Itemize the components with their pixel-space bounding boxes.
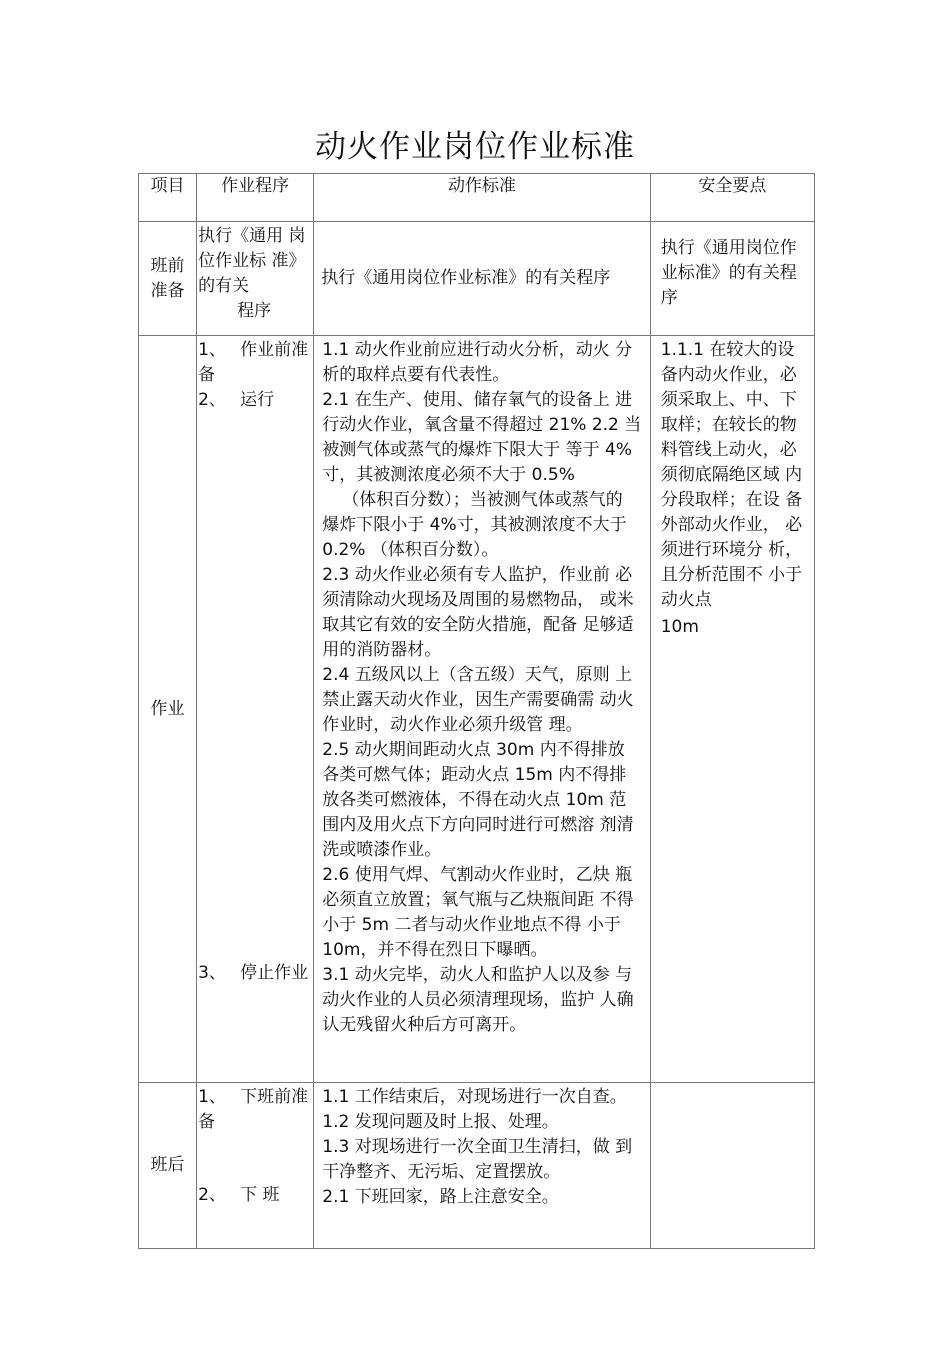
step-number: 2、	[198, 390, 226, 410]
procedure-step	[198, 961, 311, 986]
safety-line: 执行《通用岗位作	[660, 238, 797, 258]
standard-line: 1.1 动火作业前应进行动火分析，动火 分	[322, 340, 633, 360]
header-procedure: 作业程序	[197, 174, 314, 222]
standard-line: 0.2% （体积百分数）。	[322, 540, 499, 560]
standard-line: 用的消防器材。	[322, 640, 442, 660]
standard-line: 取其它有效的安全防火措施，配备 足够适	[322, 615, 634, 635]
table-header-row	[139, 174, 815, 222]
standard-line: 被测气体或蒸气的爆炸下限大于 等于 4%	[322, 440, 633, 460]
standard-line: 各类可燃气体；距动火点 15m 内不得排	[322, 765, 627, 785]
standard-line: 10m，并不得在烈日下曝晒。	[322, 940, 548, 960]
standard-line: （体积百分数）；当被测气体或蒸气的	[342, 490, 623, 510]
item-cell-after: 班后	[139, 1083, 197, 1249]
standard-line: 洗或喷漆作业。	[322, 840, 442, 860]
standard-table	[138, 173, 815, 1249]
standard-cell-after	[314, 1083, 650, 1249]
standard-line: 干净整齐、无污垢、定置摆放。	[322, 1162, 561, 1182]
standard-line: 2.1 在生产、使用、储存氧气的设备上 进	[322, 390, 633, 410]
step-label: 作业前准	[240, 340, 309, 360]
safety-cell-prep	[650, 222, 814, 336]
safety-cell-work	[650, 336, 814, 1083]
step-label-tail: 备	[198, 1112, 216, 1132]
safety-line: 分段取样；在设 备	[660, 490, 803, 510]
step-number: 2、	[198, 1185, 226, 1205]
safety-line: 须采取上、中、下	[660, 390, 797, 410]
step-label: 运行	[240, 390, 275, 410]
step-label-tail: 备	[198, 365, 216, 385]
procedure-cell-after	[197, 1083, 314, 1249]
standard-line: 作业时，动火作业必须升级管 理。	[322, 715, 583, 735]
step-label: 下 班	[240, 1185, 280, 1205]
standard-cell-work	[314, 336, 650, 1083]
procedure-line: 执行《通用 岗	[198, 226, 306, 246]
standard-line: 必须直立放置；氧气瓶与乙炔瓶间距 不得	[322, 890, 634, 910]
safety-line: 须进行环境分 析，	[660, 540, 803, 560]
safety-line: 10m	[660, 617, 699, 637]
standard-line: 2.1 下班回家，路上注意安全。	[322, 1187, 559, 1207]
safety-line: 1.1.1 在较大的设	[660, 340, 795, 360]
standard-line: 须清除动火现场及周围的易燃物品， 或米	[322, 590, 634, 610]
standard-cell-prep: 执行《通用岗位作业标准》的有关程序	[314, 222, 650, 336]
procedure-line: 程序	[237, 301, 272, 321]
table-row-work	[139, 336, 815, 1083]
standard-line: 行动火作业，氧含量不得超过 21% 2.2 当	[322, 415, 642, 435]
header-safety: 安全要点	[650, 174, 814, 222]
step-number: 1、	[198, 340, 226, 360]
page-title: 动火作业岗位作业标准	[315, 129, 635, 165]
standard-line: 3.1 动火完毕，动火人和监护人以及参 与	[322, 965, 633, 985]
procedure-line: 的有关	[198, 276, 250, 296]
item-line: 班前	[150, 255, 185, 276]
item-cell-prep	[139, 222, 197, 336]
standard-line: 动火作业的人员必须清理现场，监护 人确	[322, 990, 634, 1010]
standard-line: 析的取样点要有代表性。	[322, 365, 510, 385]
table-row-prep	[139, 222, 815, 336]
standard-line: 1.1 工作结束后，对现场进行一次自查。	[322, 1087, 627, 1107]
standard-line: 禁止露天动火作业，因生产需要确需 动火	[322, 690, 634, 710]
safety-line: 序	[660, 288, 678, 308]
item-cell-work: 作业	[139, 336, 197, 1083]
step-label: 下班前准	[240, 1087, 309, 1107]
procedure-step	[198, 1183, 311, 1208]
safety-line: 料管线上动火，必	[660, 440, 797, 460]
header-item: 项目	[139, 174, 197, 222]
step-label: 停止作业	[240, 963, 309, 983]
safety-line: 且分析范围不 小于	[660, 565, 803, 585]
safety-line: 动火点	[660, 590, 712, 610]
procedure-step	[198, 338, 311, 363]
safety-line: 备内动火作业，必	[660, 365, 797, 385]
standard-line: 1.2 发现问题及时上报、处理。	[322, 1112, 559, 1132]
safety-line: 外部动火作业， 必	[660, 515, 803, 535]
standard-line: 寸，其被测浓度必须不大于 0.5%	[322, 465, 575, 485]
table-row-after	[139, 1083, 815, 1249]
spacer	[198, 413, 311, 961]
standard-line: 认无残留火种后方可离开。	[322, 1015, 527, 1035]
spacer	[198, 1135, 311, 1183]
standard-line: 小于 5m 二者与动火作业地点不得 小于	[322, 915, 621, 935]
step-number: 1、	[198, 1087, 226, 1107]
standard-line: 围内及用火点下方向同时进行可燃溶 剂清	[322, 815, 634, 835]
safety-line: 业标准》的有关程	[660, 263, 797, 283]
standard-line: 2.6 使用气焊、气割动火作业时，乙炔 瓶	[322, 865, 633, 885]
procedure-cell-work	[197, 336, 314, 1083]
procedure-line: 位作业标 准》	[198, 251, 306, 271]
item-line: 准备	[150, 280, 185, 301]
procedure-step	[198, 1085, 311, 1110]
step-number: 3、	[198, 963, 226, 983]
standard-line: 2.5 动火期间距动火点 30m 内不得排放	[322, 740, 625, 760]
header-standard: 动作标准	[314, 174, 650, 222]
standard-line: 2.3 动火作业必须有专人监护，作业前 必	[322, 565, 633, 585]
safety-line: 须彻底隔绝区域 内	[660, 465, 803, 485]
standard-line: 1.3 对现场进行一次全面卫生清扫，做 到	[322, 1137, 633, 1157]
standard-line: 爆炸下限小于 4%寸，其被测浓度不大于	[322, 515, 627, 535]
standard-line: 2.4 五级风以上（含五级）天气，原则 上	[322, 665, 633, 685]
procedure-step	[198, 388, 311, 413]
safety-cell-after	[650, 1083, 814, 1249]
procedure-cell-prep	[197, 222, 314, 336]
standard-line: 放各类可燃液体，不得在动火点 10m 范	[322, 790, 627, 810]
safety-line: 取样；在较长的物	[660, 415, 797, 435]
